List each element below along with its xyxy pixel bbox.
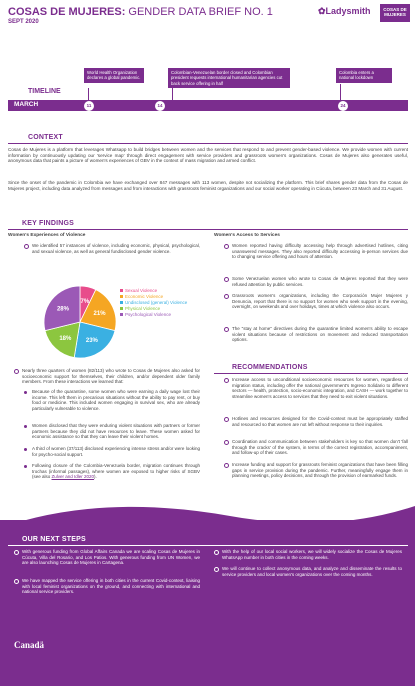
- ladysmith-logo: [318, 6, 371, 17]
- cosas-de-mujeres-logo: COSAS DE MUJERES: [380, 4, 410, 22]
- finding-border-closure: [24, 463, 200, 480]
- timeline-event-box-2: Colombian-Venezuelan border closed and Colombian president requests international humanitarian agencies cut back service offering in half: [168, 68, 290, 88]
- pie-slice-label-1: 21%: [93, 310, 106, 317]
- timeline-day-14: 14: [155, 101, 165, 111]
- next-step-mapping: We have mapped the service offering in both cities in the current Covid-context, liaising with local feminist organizations on the ground, and connecting with international and national service providers.: [14, 578, 200, 595]
- finding-stress-psychosocial: A third of women (37/113) disclosed experiencing intense stress and/or were looking for psycho-social support.: [24, 446, 200, 457]
- legend-swatch-4: [120, 313, 123, 316]
- legend-label-3: Physical Violence: [125, 306, 161, 311]
- women-violence-subheading: Women's Experiences of Violence: [8, 233, 86, 238]
- next-step-scaling: With generous funding from Global Affairs Canada we are scaling Cosas de Mujeres in Cúcuta, Villa del Rosario, and Los Patios. With generous funding from UN Women, we are also launching Cosas de Mujeres in Cartagena.: [14, 549, 200, 566]
- context-paragraph-2: Since the onset of the pandemic in Colombia we have exchanged over 847 messages with 113 women, despite not socializing the platform. This brief shares gender data from the Cosas de Mujeres project, including data analyzed from messages and from interactions with grassroots feminist organizations and our social worker operating in Cúcuta, between 23 March and 31 August.: [8, 180, 408, 191]
- timeline-bar: [8, 100, 408, 111]
- brief-date: SEPT 2020: [8, 19, 39, 25]
- legend-label-2: Undisclosed (general) Violence: [125, 300, 188, 305]
- legend-label-1: Economic Violence: [125, 294, 164, 299]
- key-findings-rule: [8, 229, 408, 230]
- finding-hotline-difficulty: Women reported having difficulty accessing help through advertised hotlines, citing unanswered messages. They also reported difficulty accessing in-person services due to changing service offering and hours of attention.: [224, 243, 408, 260]
- timeline-connector-3: [340, 84, 341, 101]
- finding-stay-at-home: The "stay at home" directives during the quarantine limited women's ability to escape violent situations because of restrictions on movement and reduced transportation options.: [224, 326, 408, 343]
- title-bold: COSAS DE MUJERES:: [8, 6, 126, 18]
- key-findings-heading: KEY FINDINGS: [22, 220, 75, 227]
- next-steps-rule: [8, 545, 408, 546]
- timeline-month: MARCH: [14, 101, 39, 108]
- finding-border-text: Following closure of the Colombia-Venezuela border, migration continues through trochas (informal passages), where women are exposed to higher risks of SGBV (see also: [32, 463, 200, 479]
- pie-slice-label-4: 28%: [56, 306, 69, 313]
- timeline-day-11: 11: [84, 101, 94, 111]
- legend-swatch-1: [120, 295, 123, 298]
- ladysmith-flower-icon: ✿: [318, 6, 326, 16]
- finding-violence-instances: We identified 57 instances of violence, including economic, physical, psychological, and sexual violence, as well as general fundisclosed gender violence.: [24, 243, 200, 254]
- finding-lost-income: Because of the quarantine, some women who were earning a daily wage lost their income. This left them in precarious situations without the ability to pay rent, or buy food or medicine. This included women engaging in survival sex, who are already particularly vulnerable to violence.: [24, 389, 200, 411]
- next-step-collect-data: We will continue to collect anonymous data, and analyze and disseminate the results to service providers and local women's organizations over the coming months.: [214, 566, 402, 577]
- legend-swatch-0: [120, 289, 123, 292]
- finding-border-end: ).: [94, 474, 97, 479]
- finding-violent-partners: Women disclosed that they were enduring violent situations with partners or former partners because they did not have resources to leave. These women asked for economic assistance so that they can leave their violent homes.: [24, 423, 200, 440]
- recommendations-heading: RECOMMENDATIONS: [232, 364, 308, 371]
- finding-no-evening-support: Grassroots women's organizations, including the Corporación Mujer Mujeres y Denuncia, report that there is no support for women who seek support in the evening, overnight, on weekends and over holidays, times at which violence also occurs.: [224, 293, 408, 310]
- recommendation-funding: Increase funding and support for grassroots feminist organizations that have been filling gaps in service provision during the pandemic. Further, meaningfully engage them in planning meetings, policy decisions, and through the provision of earmarked funds.: [224, 462, 408, 479]
- context-rule: [8, 143, 408, 144]
- context-heading: CONTEXT: [28, 134, 63, 141]
- zulver-idler-link[interactable]: Zulver and Idler 2020: [51, 474, 95, 479]
- finding-venezuelan-refused: Some Venezuelan women who wrote to Cosas de Mujeres reported that they were refused attention by public services.: [224, 276, 408, 287]
- pie-slice-label-0: 7%: [80, 298, 90, 305]
- timeline-label: TIMELINE: [28, 88, 61, 95]
- legend-label-0: Sexual Violence: [125, 288, 158, 293]
- canada-wordmark-logo: Canadä: [14, 640, 45, 650]
- finding-socioeconomic-support: Nearly three quarters of women (82/113) who wrote to Cosas de Mujeres also asked for socioeconomic support for themselves, their children, and/or dependent older family members. From these interactions we learned that:: [14, 368, 200, 385]
- next-steps-heading: OUR NEXT STEPS: [22, 536, 86, 543]
- timeline-event-box-1: World Health Organization declares a global pandemic.: [84, 68, 144, 83]
- context-paragraph-1: Cosas de Mujeres is a platform that leverages Whatsapp to build bridges between women and the services that respond to and prevent gender-based violence. We provide women with current information by continuously updating our 'service map' through direct engagement with service providers and grassroots women's organizations. Cosas de Mujeres also generates useful, anonymous data that paints a picture of women's experiences of GBV in the context of mass migration and armed conflict.: [8, 147, 408, 164]
- legend-swatch-2: [120, 301, 123, 304]
- timeline-event-box-3: Colombia enters a national lockdown: [336, 68, 392, 83]
- recommendation-socioeconomic: Increase access to unconditional socioeconomic resources for women, regardless of migration status, including offer the national government's Ingreso Solidario to different sectors — health, protection, socio-economic integration, and CASH — work together to streamline women's access to services that they need to exit violent situations.: [224, 377, 408, 399]
- title-light: GENDER DATA BRIEF NO. 1: [125, 6, 273, 18]
- recommendation-coordination: Coordination and communication between stakeholders is key so that women don't 'fall through the cracks' of the system, in terms of the correct registration, accompaniment, and follow-up of their cases.: [224, 439, 408, 456]
- next-step-socialize: With the help of our local social workers, we will widely socialize the Cosas de Mujeres WhatsApp number in both cities in the coming weeks.: [214, 549, 402, 560]
- recommendation-hotlines: Hotlines and resources designed for the Covid-context must be appropriately staffed and resourced so that women are not left without response to their inquiries.: [224, 416, 408, 427]
- brief-title: [8, 6, 273, 18]
- pie-slice-label-3: 18%: [59, 335, 72, 342]
- pie-slice-label-2: 23%: [85, 338, 98, 345]
- legend-label-4: Psychological Violence: [125, 312, 171, 317]
- timeline-day-24: 24: [338, 101, 348, 111]
- legend-swatch-3: [120, 307, 123, 310]
- recommendations-rule: [214, 373, 408, 374]
- ladysmith-logo-text: Ladysmith: [325, 6, 371, 16]
- pie-chart-legend: [120, 288, 210, 328]
- women-access-subheading: Women's Access to Services: [214, 233, 280, 238]
- violence-type-pie-chart: [40, 282, 120, 362]
- legend-item-4: [120, 312, 171, 318]
